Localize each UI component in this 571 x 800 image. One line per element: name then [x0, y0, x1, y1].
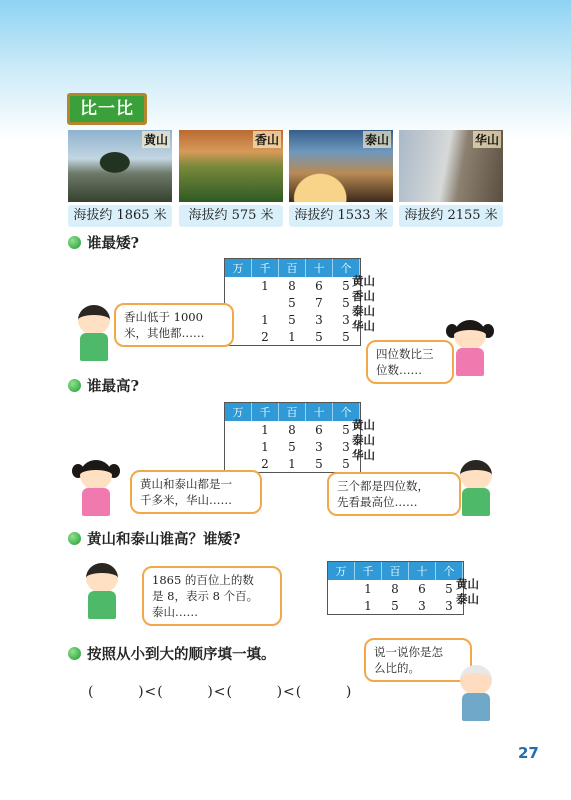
table-cell: 1 [261, 312, 269, 327]
bubble-line: 么比的。 [374, 661, 420, 675]
row-label: 泰山 [352, 433, 375, 447]
place-value-table [327, 561, 464, 615]
speech-bubble [327, 472, 461, 516]
boy-illustration [70, 305, 118, 365]
photo-huashan [399, 130, 503, 202]
photo-xiangshan [179, 130, 283, 202]
table-cell: 1 [261, 422, 269, 437]
table-cell: 5 [315, 456, 323, 471]
bubble-line: 先看最高位…… [337, 495, 418, 509]
col-header: 千 [252, 403, 279, 421]
col-header: 个 [333, 259, 360, 277]
row-labels [456, 577, 479, 607]
row-label: 华山 [352, 319, 375, 333]
question-text: 按照从小到大的顺序填一填。 [87, 646, 276, 663]
speech-bubble [114, 303, 234, 347]
table-cell: 8 [288, 278, 296, 293]
girl-illustration [446, 320, 494, 380]
bubble-line: 香山低于 1000 [124, 310, 203, 324]
bubble-line: 千多米，华山…… [140, 493, 232, 507]
question-text: 黄山和泰山谁高？谁矮? [87, 531, 241, 548]
table-cell [328, 597, 355, 614]
table-cell: 6 [315, 278, 323, 293]
section-title: 比一比 [67, 93, 147, 125]
table-cell: 5 [315, 329, 323, 344]
table-row [225, 438, 360, 455]
question-3 [68, 530, 241, 550]
table-cell [225, 438, 252, 455]
bubble-line: 四位数比三 [376, 347, 434, 361]
bubble-line: 米，其他都…… [124, 326, 205, 340]
col-header: 千 [252, 259, 279, 277]
boy-illustration [452, 460, 500, 520]
row-label: 黄山 [456, 577, 479, 591]
table-cell: 8 [391, 581, 399, 596]
col-header: 十 [306, 403, 333, 421]
photo-label: 黄山 [143, 133, 168, 147]
speech-bubble [130, 470, 262, 514]
row-label: 黄山 [352, 418, 375, 432]
col-header: 个 [436, 562, 463, 580]
table-cell: 3 [315, 312, 323, 327]
bubble-line: 是 8，表示 8 个百。 [152, 589, 259, 603]
table-cell: 3 [342, 439, 350, 454]
table-cell: 6 [418, 581, 426, 596]
table-row [225, 277, 360, 294]
table-cell: 1 [261, 439, 269, 454]
table-cell: 5 [342, 456, 350, 471]
photo-label: 华山 [474, 133, 499, 147]
table-cell: 1 [288, 456, 296, 471]
boy-illustration [78, 563, 126, 623]
table-cell: 5 [342, 422, 350, 437]
altitude-label: 海拔约 1533 米 [289, 205, 393, 227]
table-cell [225, 277, 252, 294]
photo-huangshan [68, 130, 172, 202]
col-header: 百 [279, 259, 306, 277]
bubble-line: 说一说你是怎 [374, 645, 443, 659]
col-header: 十 [409, 562, 436, 580]
altitude-label: 海拔约 2155 米 [399, 205, 503, 227]
col-header: 万 [328, 562, 355, 580]
col-header: 万 [225, 403, 252, 421]
table-cell: 7 [315, 295, 323, 310]
place-value-table [224, 402, 361, 473]
table-cell: 8 [288, 422, 296, 437]
col-header: 千 [355, 562, 382, 580]
row-label: 华山 [352, 448, 375, 462]
table-cell: 5 [342, 329, 350, 344]
table-cell: 5 [288, 312, 296, 327]
bullet-icon [68, 236, 81, 249]
table-cell: 3 [342, 312, 350, 327]
col-header: 百 [279, 403, 306, 421]
girl-illustration [72, 460, 120, 520]
table-row [225, 294, 360, 311]
photo-label: 香山 [254, 133, 279, 147]
question-4 [68, 645, 276, 665]
question-text: 谁最高? [87, 378, 139, 395]
question-text: 谁最矮? [87, 235, 139, 252]
row-label: 泰山 [456, 592, 479, 606]
altitude-label: 海拔约 1865 米 [68, 205, 172, 227]
table-cell [252, 294, 279, 311]
table-cell: 3 [445, 598, 453, 613]
place-value-table [224, 258, 361, 346]
photo-label: 泰山 [364, 133, 389, 147]
col-header: 百 [382, 562, 409, 580]
table-cell: 2 [261, 456, 269, 471]
table-cell: 5 [342, 295, 350, 310]
bubble-line: 黄山和泰山都是一 [140, 477, 232, 491]
order-blanks[interactable]: ( )<( )<( )<( ) [88, 684, 353, 700]
table-row [225, 328, 360, 345]
row-label: 黄山 [352, 274, 375, 288]
table-cell: 5 [342, 278, 350, 293]
bubble-line: 三个都是四位数， [337, 479, 429, 493]
table-cell: 3 [315, 439, 323, 454]
row-label: 泰山 [352, 304, 375, 318]
table-cell: 2 [261, 329, 269, 344]
col-header: 个 [333, 403, 360, 421]
table-row [225, 421, 360, 438]
table-cell [328, 580, 355, 597]
table-cell: 1 [364, 598, 372, 613]
table-cell: 6 [315, 422, 323, 437]
bubble-line: 位数…… [376, 363, 422, 377]
row-labels [352, 418, 375, 463]
row-labels [352, 274, 375, 334]
bullet-icon [68, 647, 81, 660]
bubble-line: 泰山…… [152, 605, 198, 619]
table-row [328, 597, 463, 614]
bubble-line: 1865 的百位上的数 [152, 573, 254, 587]
grandpa-illustration [452, 665, 500, 725]
bullet-icon [68, 379, 81, 392]
table-cell: 5 [288, 295, 296, 310]
speech-bubble [366, 340, 454, 384]
question-1 [68, 234, 139, 254]
col-header: 万 [225, 259, 252, 277]
table-cell: 1 [288, 329, 296, 344]
row-label: 香山 [352, 289, 375, 303]
table-cell [225, 421, 252, 438]
table-cell: 3 [418, 598, 426, 613]
page-number: 27 [518, 744, 539, 762]
table-cell: 1 [261, 278, 269, 293]
photo-taishan [289, 130, 393, 202]
table-row [328, 580, 463, 597]
question-2 [68, 377, 139, 397]
speech-bubble [142, 566, 282, 626]
table-cell: 5 [288, 439, 296, 454]
table-cell: 5 [391, 598, 399, 613]
table-row [225, 311, 360, 328]
bullet-icon [68, 532, 81, 545]
altitude-label: 海拔约 575 米 [179, 205, 283, 227]
table-cell: 5 [445, 581, 453, 596]
table-cell: 1 [364, 581, 372, 596]
col-header: 十 [306, 259, 333, 277]
